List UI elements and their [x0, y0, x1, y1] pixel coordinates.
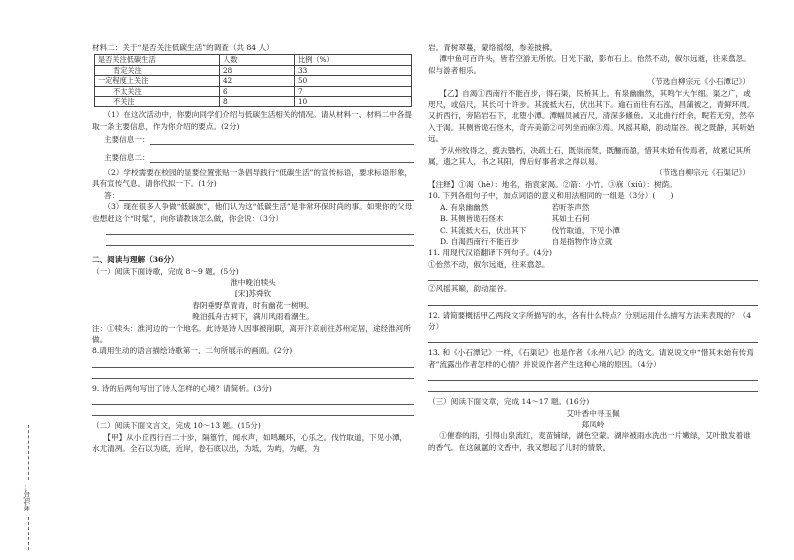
passage-jia: 【甲】从小丘西行百二十步，隔篁竹，闻水声，如鸣珮环，心乐之。伐竹取道，下见小潭，水尤清冽。全石以为底，近岸，卷石底以出，为坻，为屿，为嵁，为: [92, 432, 408, 453]
table-header-cell: 比例（%）: [295, 55, 412, 65]
question-11-sentence-1: ①佁然不动，俶尔远逝，往来翕忽。: [428, 259, 550, 269]
q13-answer-line-1[interactable]: [428, 370, 758, 381]
left-column: [92, 42, 414, 454]
passage-yi: 【乙】自渴①西南行不能百步，得石渠，民桥其上。有泉幽幽然，其鸣乍大乍细。渠之广，或咫尺，或倍尺，其长可十许步。其流抵大石，伏出其下。逾石而往有石泓，昌蒲被之，青鲜环周。又折西行，旁陷岩石下，北堕小潭。潭幅员减百尺，清深多鯈鱼。又北曲行纡余，睨若无穷，然卒入于渴。其侧皆诡石怪木，奇卉美箭②可列坐而庥③焉。风摇其巅，韵动崖谷。视之既静，其听始远。: [428, 88, 755, 144]
part-one-heading: （一）阅读下面诗歌，完成 8～9 题。(5分): [92, 266, 239, 276]
q12-answer-line[interactable]: [428, 332, 758, 343]
poem-line-1: 春阴垂野草青青，时有幽花一树明。: [192, 300, 314, 310]
question-1: （1）在这次活动中，你要向同学们介绍与低碳生活相关的情况。请从材料一、材料二中各提取一条主要信息，作为你介绍的要点。(2分): [92, 110, 412, 131]
table-row: [95, 97, 412, 107]
q3-answer-line-1[interactable]: [106, 224, 414, 235]
table-cell: 7: [295, 86, 412, 96]
q8-answer-line-2[interactable]: [92, 368, 414, 379]
question-3: （3）现在很多人争做“低碳族”，他们认为这“低碳生活”是非常环保时尚的事。如果你的父母也想赶这个“时髦”，向你请教该怎么做，你会说：（3分）: [92, 202, 413, 223]
info-one-answer-line[interactable]: [150, 134, 414, 145]
table-header-cell: 人数: [220, 55, 295, 65]
question-11: 11. 用现代汉语翻译下列句子。(4分): [428, 248, 552, 258]
q9-answer-line-2[interactable]: [92, 405, 414, 416]
q11-1-answer-line[interactable]: [428, 270, 758, 281]
question-10: 10. 下列各组句子中，加点词语的意义和用法相同的一组是（3分）( ): [428, 191, 674, 201]
info-two-answer-line[interactable]: [150, 152, 414, 163]
binding-dashed-line-top: [28, 425, 29, 480]
part-three-heading: （三）阅读下面文章，完成 14～17 题。(16分): [428, 397, 590, 407]
passage-yi-source: （节选自柳宗元《石渠记》）: [655, 168, 750, 178]
article-paragraph-1: ①催春的雨，引得山泉流红，麦苗铺绿，湖色空蒙。湖岸被雨水洗出一片嫩绿，艾叶散发着谁的香气。在这氤氲的文香中，我又想起了儿时的情景。: [428, 431, 751, 452]
question-12: 12. 请简要概括甲乙两段文字所描写的水，各有什么特点？分别运用什么描写方法来表现的？（4分）: [428, 310, 752, 331]
right-column: [428, 42, 758, 453]
table-row: [95, 65, 412, 75]
question-9: 9. 诗的后两句写出了诗人怎样的心境？请简析。(3分): [92, 383, 272, 393]
option-b[interactable]: B. 其侧皆诡石怪木 其如土石何: [440, 214, 590, 224]
table-row: [95, 86, 412, 96]
poem-author: [宋]苏舜钦: [234, 289, 272, 299]
part-two-heading: （二）阅读下面文言文，完成 10～13 题。(15分): [92, 421, 261, 431]
poem-title: 淮中晚泊犊头: [230, 277, 276, 287]
info-two-label: 主要信息二：: [104, 152, 150, 162]
q3-answer-line-2[interactable]: [106, 235, 414, 246]
table-cell: 6: [220, 86, 295, 96]
q2-answer-label: 答：: [104, 190, 120, 200]
table-cell: 50: [295, 76, 412, 86]
binding-strip: [22, 425, 36, 550]
table-cell: 28: [220, 65, 295, 75]
passage-jia-cont: 岩。青树翠蔓，蒙络摇缀，参差披拂。: [428, 43, 558, 52]
table-cell: 42: [220, 76, 295, 86]
table-header-cell: 是否关注低碳生活: [95, 55, 220, 65]
q13-answer-line-2[interactable]: [428, 381, 758, 392]
table-cell: 33: [295, 65, 412, 75]
table-cell: 肯定关注: [95, 65, 220, 75]
q2-answer-row: [92, 190, 414, 201]
table-header-row: [95, 55, 412, 65]
question-11-sentence-2: ②风摇其巅，韵动崖谷。: [428, 284, 512, 294]
table-cell: 8: [220, 97, 295, 107]
option-c[interactable]: C. 其流抵大石，伏出其下 伐竹取道，下见小潭: [440, 225, 620, 235]
passage-jia-fish: 潭中鱼可百许头，皆若空游无所依。日光下澈，影布石上。佁然不动，俶尔远逝，往来翕忽。似与游者相乐。: [428, 54, 751, 75]
question-13: 13. 和《小石潭记》一样，《石渠记》也是作者《永州八记》的选文。请说说文中“惜其未始有传焉者”流露出作者怎样的心情？并说说作者产生这种心境的原因。（4分）: [428, 348, 754, 369]
info-two-row: [92, 152, 414, 163]
material-two-title: 材料二：关于“是否关注低碳生活”的调查（共 84 人）: [92, 43, 274, 52]
article-author: 郑凤岭: [581, 419, 605, 429]
table-cell: 一定程度上关注: [95, 76, 220, 86]
question-2: （2）学校需要在校园的显要位置张贴一条倡导践行“低碳生活”的宣传标语，要求标语形象，具有宣传气息。请你代拟一下。(1分): [92, 168, 413, 189]
q11-2-answer-line[interactable]: [428, 295, 758, 306]
passage-jia-source: （节选自柳宗元《小石潭记》）: [647, 77, 750, 87]
q2-answer-line[interactable]: [119, 190, 414, 201]
poem-line-2: 晚泊孤舟古祠下，满川风雨看潮生。: [192, 312, 314, 322]
table-cell: 10: [295, 97, 412, 107]
table-cell: 不关注: [95, 97, 220, 107]
info-one-row: [92, 134, 414, 145]
binding-dashed-line-bottom: [28, 517, 29, 550]
q9-answer-line-1[interactable]: [92, 394, 414, 405]
passage-notes: 【注释】①渴（hè）：地名，指袁家渴。②箭：小竹。③庥（xiū）：树荫。: [428, 179, 677, 189]
article-title: 艾叶香中寻玉佩: [566, 408, 620, 418]
option-d[interactable]: D. 自渴西南行不能百步 自是指物作诗立就: [440, 236, 613, 246]
table-row: [95, 76, 412, 86]
q8-answer-line-1[interactable]: [92, 357, 414, 368]
question-8: 8.请用生动的语言描绘诗歌第一、二句所展示的画面。(2分): [92, 346, 293, 356]
poem-note: 注：①犊头：淮河边的一个地名。此诗是诗人因事被削职，离开汴京前往苏州定居，途经淮河所做。: [92, 323, 411, 344]
table-cell: 不太关注: [95, 86, 220, 96]
exam-number-label: 考试号：: [23, 483, 31, 511]
option-a[interactable]: A. 有泉幽幽然 若听茶声然: [440, 202, 590, 212]
info-one-label: 主要信息一：: [104, 135, 150, 145]
section-two-heading: 二、阅读与理解（36分）: [92, 255, 179, 265]
survey-table: [94, 54, 412, 107]
passage-yi-cont: 予从州牧得之，揽去翳朽，决疏土石，既崇而焚，既酾而盈，惜其未始有传焉者，故累记其所属，遗之其人，书之其阳，俾后好事者求之得以易。: [428, 145, 751, 167]
